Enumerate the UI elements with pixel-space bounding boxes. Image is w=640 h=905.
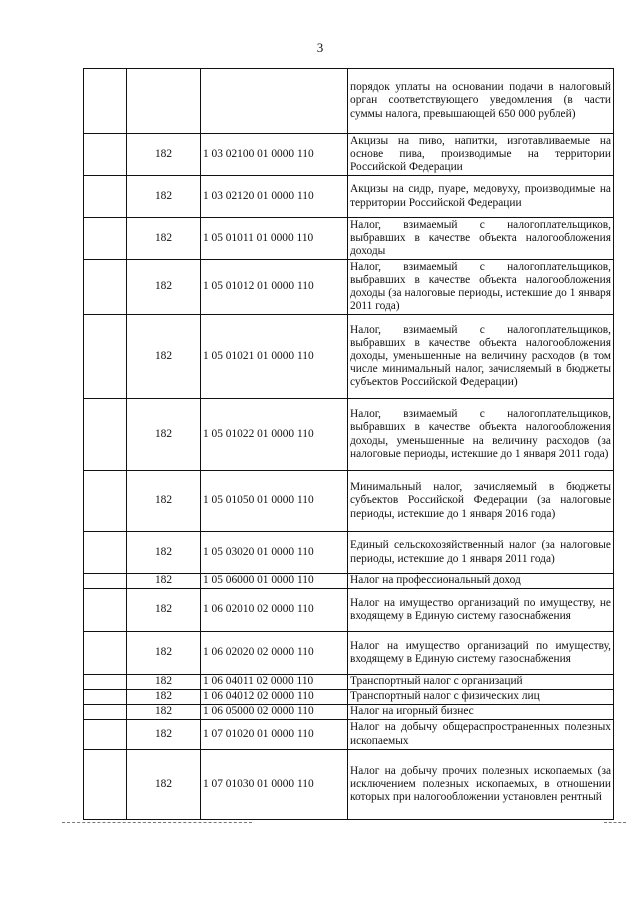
admin-code-cell: 182 [127, 720, 201, 750]
scan-artifact-line [604, 822, 626, 823]
budget-code-cell: 1 07 01020 01 0000 110 [201, 720, 348, 750]
revenue-name-cell: порядок уплаты на основании подачи в налоговый орган соответствующего уведомления (в части суммы налога, превышающей 650 000 рублей) [348, 69, 614, 134]
table-row [84, 471, 614, 532]
table-row [84, 750, 614, 820]
row-number-cell [84, 218, 127, 260]
admin-code-cell: 182 [127, 632, 201, 675]
revenue-name-cell: Налог на профессиональный доход [348, 574, 614, 589]
admin-code-cell: 182 [127, 315, 201, 399]
admin-code-cell: 182 [127, 532, 201, 574]
budget-code-cell: 1 06 04011 02 0000 110 [201, 675, 348, 690]
row-number-cell [84, 260, 127, 315]
row-number-cell [84, 720, 127, 750]
budget-code-cell: 1 06 05000 02 0000 110 [201, 705, 348, 720]
admin-code-cell: 182 [127, 218, 201, 260]
row-number-cell [84, 69, 127, 134]
admin-code-cell: 182 [127, 574, 201, 589]
table-row [84, 675, 614, 690]
admin-code-cell: 182 [127, 260, 201, 315]
admin-code-cell: 182 [127, 750, 201, 820]
table-row [84, 315, 614, 399]
table-row [84, 574, 614, 589]
table-row [84, 589, 614, 632]
row-number-cell [84, 750, 127, 820]
row-number-cell [84, 705, 127, 720]
row-number-cell [84, 399, 127, 471]
table-row [84, 532, 614, 574]
revenue-name-cell: Налог на имущество организаций по имуществу, входящему в Единую систему газоснабжения [348, 632, 614, 675]
admin-code-cell: 182 [127, 705, 201, 720]
scan-artifact-line [62, 822, 252, 823]
revenue-name-cell: Транспортный налог с физических лиц [348, 690, 614, 705]
budget-code-cell: 1 05 03020 01 0000 110 [201, 532, 348, 574]
row-number-cell [84, 675, 127, 690]
budget-code-cell: 1 06 04012 02 0000 110 [201, 690, 348, 705]
budget-code-cell: 1 03 02120 01 0000 110 [201, 176, 348, 218]
admin-code-cell: 182 [127, 589, 201, 632]
admin-code-cell: 182 [127, 399, 201, 471]
budget-code-cell: 1 05 01011 01 0000 110 [201, 218, 348, 260]
budget-code-cell [201, 69, 348, 134]
revenue-name-cell: Налог, взимаемый с налогоплательщиков, выбравших в качестве объекта налогообложения доходы, уменьшенные на величину расходов (в том числе минимальный налог, зачисляемый в бюджеты субъектов Российской Федерации) [348, 315, 614, 399]
budget-code-cell: 1 05 01022 01 0000 110 [201, 399, 348, 471]
revenue-name-cell: Налог, взимаемый с налогоплательщиков, выбравших в качестве объекта налогообложения доходы [348, 218, 614, 260]
budget-code-cell: 1 05 06000 01 0000 110 [201, 574, 348, 589]
table-row [84, 705, 614, 720]
budget-code-cell: 1 05 01012 01 0000 110 [201, 260, 348, 315]
revenue-name-cell: Транспортный налог с организаций [348, 675, 614, 690]
admin-code-cell: 182 [127, 690, 201, 705]
revenue-name-cell: Налог, взимаемый с налогоплательщиков, выбравших в качестве объекта налогообложения доходы (за налоговые периоды, истекшие до 1 января 2011 года) [348, 260, 614, 315]
admin-code-cell [127, 69, 201, 134]
row-number-cell [84, 532, 127, 574]
table-row [84, 218, 614, 260]
revenue-name-cell: Налог на добычу прочих полезных ископаемых (за исключением полезных ископаемых, в отношении которых при налогообложении установлен рентный [348, 750, 614, 820]
table-row [84, 69, 614, 134]
row-number-cell [84, 690, 127, 705]
row-number-cell [84, 315, 127, 399]
row-number-cell [84, 134, 127, 176]
admin-code-cell: 182 [127, 471, 201, 532]
table-row [84, 720, 614, 750]
budget-revenue-table [83, 68, 614, 820]
revenue-name-cell: Минимальный налог, зачисляемый в бюджеты субъектов Российской Федерации (за налоговые периоды, истекшие до 1 января 2016 года) [348, 471, 614, 532]
table-body [84, 69, 614, 820]
admin-code-cell: 182 [127, 134, 201, 176]
revenue-name-cell: Налог на имущество организаций по имуществу, не входящему в Единую систему газоснабжения [348, 589, 614, 632]
admin-code-cell: 182 [127, 675, 201, 690]
table-row [84, 399, 614, 471]
admin-code-cell: 182 [127, 176, 201, 218]
budget-code-cell: 1 05 01050 01 0000 110 [201, 471, 348, 532]
table-row [84, 260, 614, 315]
budget-code-cell: 1 06 02020 02 0000 110 [201, 632, 348, 675]
table-row [84, 134, 614, 176]
revenue-name-cell: Налог на игорный бизнес [348, 705, 614, 720]
row-number-cell [84, 632, 127, 675]
row-number-cell [84, 574, 127, 589]
revenue-name-cell: Налог, взимаемый с налогоплательщиков, выбравших в качестве объекта налогообложения доходы, уменьшенные на величину расходов (за налоговые периоды, истекшие до 1 января 2011 года) [348, 399, 614, 471]
budget-code-cell: 1 03 02100 01 0000 110 [201, 134, 348, 176]
budget-code-cell: 1 06 02010 02 0000 110 [201, 589, 348, 632]
budget-code-cell: 1 07 01030 01 0000 110 [201, 750, 348, 820]
row-number-cell [84, 589, 127, 632]
row-number-cell [84, 176, 127, 218]
revenue-name-cell: Акцизы на пиво, напитки, изготавливаемые на основе пива, производимые на территории Российской Федерации [348, 134, 614, 176]
table-row [84, 632, 614, 675]
revenue-name-cell: Акцизы на сидр, пуаре, медовуху, производимые на территории Российской Федерации [348, 176, 614, 218]
page-number: 3 [316, 40, 324, 55]
table-row [84, 176, 614, 218]
revenue-name-cell: Налог на добычу общераспространенных полезных ископаемых [348, 720, 614, 750]
row-number-cell [84, 471, 127, 532]
budget-code-cell: 1 05 01021 01 0000 110 [201, 315, 348, 399]
table-row [84, 690, 614, 705]
revenue-name-cell: Единый сельскохозяйственный налог (за налоговые периоды, истекшие до 1 января 2011 года) [348, 532, 614, 574]
